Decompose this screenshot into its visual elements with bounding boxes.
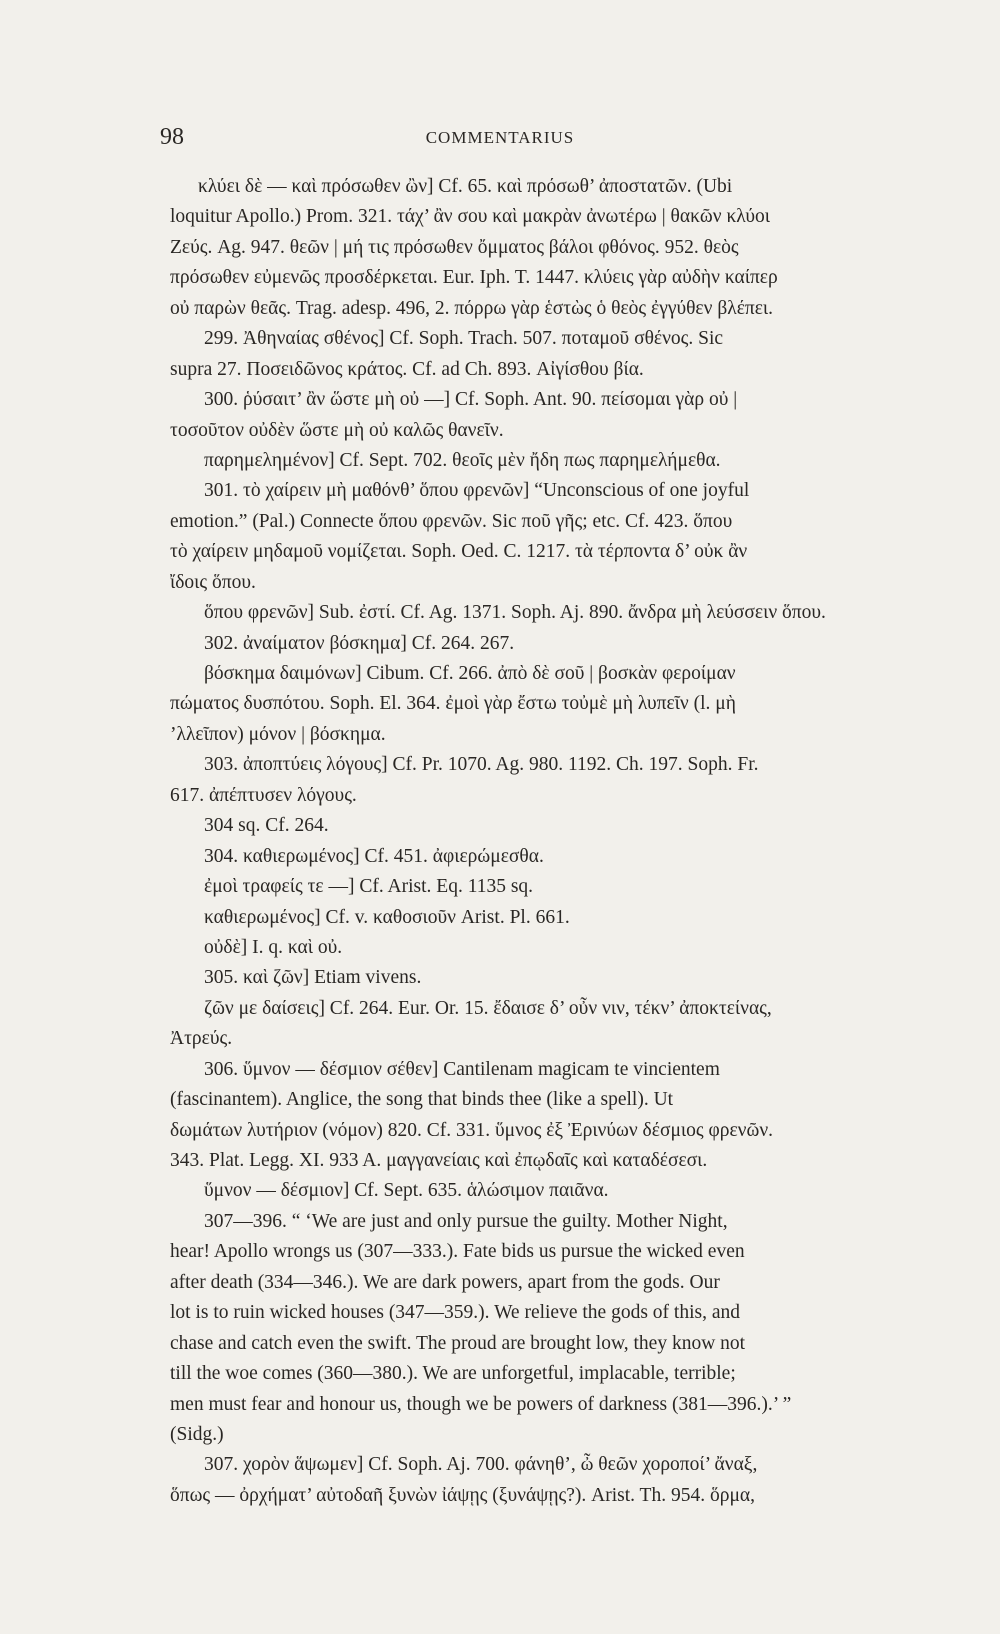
text-line: 302. ἀναίματον βόσκημα] Cf. 264. 267.	[204, 632, 515, 654]
text-line: 306. ὕμνον — δέσμιον σέθεν] Cantilenam magicam te vincientem	[204, 1058, 720, 1080]
text-line: ὕμνον — δέσμιον] Cf. Sept. 635. ἁλώσιμον παιᾶνα.	[204, 1180, 609, 1202]
text-line: 304 sq. Cf. 264.	[204, 815, 329, 837]
text-line: 300. ῥύσαιτ’ ἂν ὥστε μὴ οὐ —] Cf. Soph. Ant. 90. πείσομαι γὰρ οὐ |	[204, 389, 738, 411]
text-line: 299. Ἀθηναίας σθένος] Cf. Soph. Trach. 507. ποταμοῦ σθένος. Sic	[204, 328, 724, 350]
text-line: after death (334—346.). We are dark powers, apart from the gods. Our	[170, 1271, 720, 1293]
text-line: chase and catch even the swift. The proud are brought low, they know not	[170, 1332, 746, 1354]
text-line: καθιερωμένος] Cf. v. καθοσιοῦν Arist. Pl. 661.	[204, 906, 570, 928]
text-line: 305. καὶ ζῶν] Etiam vivens.	[204, 967, 422, 989]
text-line: 307—396. “ ‘We are just and only pursue the guilty. Mother Night,	[204, 1210, 728, 1232]
text-line: hear! Apollo wrongs us (307—333.). Fate bids us pursue the wicked even	[170, 1241, 745, 1263]
text-line: 304. καθιερωμένος] Cf. 451. ἀφιερώμεσθα.	[204, 845, 544, 867]
text-line: οὐ παρὼν θεᾶς. Trag. adesp. 496, 2. πόρρω γὰρ ἑστὼς ὁ θεὸς ἐγγύθεν βλέπει.	[170, 297, 774, 319]
text-line: supra 27. Ποσειδῶνος κράτος. Cf. ad Ch. 893. Αἰγίσθου βία.	[170, 358, 644, 380]
text-line: (Sidg.)	[170, 1423, 224, 1445]
text-line: 301. τὸ χαίρειν μὴ μαθόνθ’ ὅπου φρενῶν] “Unconscious of one joyful	[204, 480, 750, 502]
text-line: (fascinantem). Anglice, the song that binds thee (like a spell). Ut	[170, 1089, 674, 1111]
text-line: 307. χορὸν ἅψωμεν] Cf. Soph. Aj. 700. φάνηθ’, ὦ θεῶν χοροποί’ ἄναξ,	[204, 1454, 758, 1476]
text-line: ἴδοις ὅπου.	[170, 571, 256, 593]
text-line: πώματος δυσπότου. Soph. El. 364. ἐμοὶ γὰρ ἔστω τοὐμὲ μὴ λυπεῖν (l. μὴ	[170, 693, 736, 715]
text-line: loquitur Apollo.) Prom. 321. τάχ’ ἂν σου καὶ μακρὰν ἀνωτέρω | θακῶν κλύοι	[170, 206, 771, 228]
text-line: men must fear and honour us, though we be powers of darkness (381—396.).’ ”	[170, 1393, 792, 1415]
commentary-text	[170, 172, 960, 1511]
text-line: ’λλεῖπον) μόνον | βόσκημα.	[170, 723, 386, 745]
text-line: Ἀτρεύς.	[170, 1028, 233, 1050]
text-line: ὅπως — ὀρχήματ’ αὐτοδαῆ ξυνὼν ἰάψῃς (ξυνάψῃς?). Arist. Th. 954. ὅρμα,	[170, 1484, 755, 1506]
text-line: ὅπου φρενῶν] Sub. ἐστί. Cf. Ag. 1371. Soph. Aj. 890. ἄνδρα μὴ λεύσσειν ὅπου.	[204, 602, 826, 624]
text-line: βόσκημα δαιμόνων] Cibum. Cf. 266. ἀπὸ δὲ σοῦ | βοσκὰν φεροίμαν	[204, 663, 736, 684]
text-line: 343. Plat. Legg. XI. 933 A. μαγγανείαις καὶ ἐπῳδαῖς καὶ καταδέσεσι.	[170, 1150, 708, 1171]
page-number: 98	[160, 124, 184, 150]
text-line: 617. ἀπέπτυσεν λόγους.	[170, 784, 357, 806]
text-line: ζῶν με δαίσεις] Cf. 264. Eur. Or. 15. ἔδαισε δ’ οὖν νιν, τέκν’ ἀποκτείνας,	[204, 997, 772, 1019]
text-line: Ζεύς. Ag. 947. θεῶν | μή τις πρόσωθεν ὄμματος βάλοι φθόνος. 952. θεὸς	[170, 236, 739, 258]
text-line: οὐδὲ] I. q. καὶ οὐ.	[204, 936, 343, 958]
text-line: παρημελημένον] Cf. Sept. 702. θεοῖς μὲν ἤδη πως παρημελήμεθα.	[204, 449, 721, 471]
text-line: emotion.” (Pal.) Connecte ὅπου φρενῶν. Sic ποῦ γῆς; etc. Cf. 423. ὅπου	[170, 510, 733, 532]
text-line: κλύει δὲ — καὶ πρόσωθεν ὢν] Cf. 65. καὶ πρόσωθ’ ἀποστατῶν. (Ubi	[198, 176, 733, 197]
running-head: COMMENTARIUS	[425, 128, 575, 147]
text-line: τοσοῦτον οὐδὲν ὥστε μὴ οὐ καλῶς θανεῖν.	[170, 419, 504, 441]
text-line: 303. ἀποπτύεις λόγους] Cf. Pr. 1070. Ag. 980. 1192. Ch. 197. Soph. Fr.	[204, 754, 759, 776]
text-line: δωμάτων λυτήριον (νόμον) 820. Cf. 331. ὕμνος ἐξ Ἐρινύων δέσμιος φρενῶν.	[170, 1119, 774, 1141]
text-line: τὸ χαίρειν μηδαμοῦ νομίζεται. Soph. Oed. C. 1217. τὰ τέρποντα δ’ οὐκ ἂν	[170, 541, 748, 563]
page-header	[0, 120, 1000, 160]
text-line: πρόσωθεν εὐμενῶς προσδέρκεται. Eur. Iph. T. 1447. κλύεις γὰρ αὐδὴν καίπερ	[170, 267, 778, 289]
text-line: ἐμοὶ τραφείς τε —] Cf. Arist. Eq. 1135 sq.	[204, 876, 534, 898]
text-line: till the woe comes (360—380.). We are unforgetful, implacable, terrible;	[170, 1363, 736, 1385]
text-line: lot is to ruin wicked houses (347—359.). We relieve the gods of this, and	[170, 1302, 740, 1324]
